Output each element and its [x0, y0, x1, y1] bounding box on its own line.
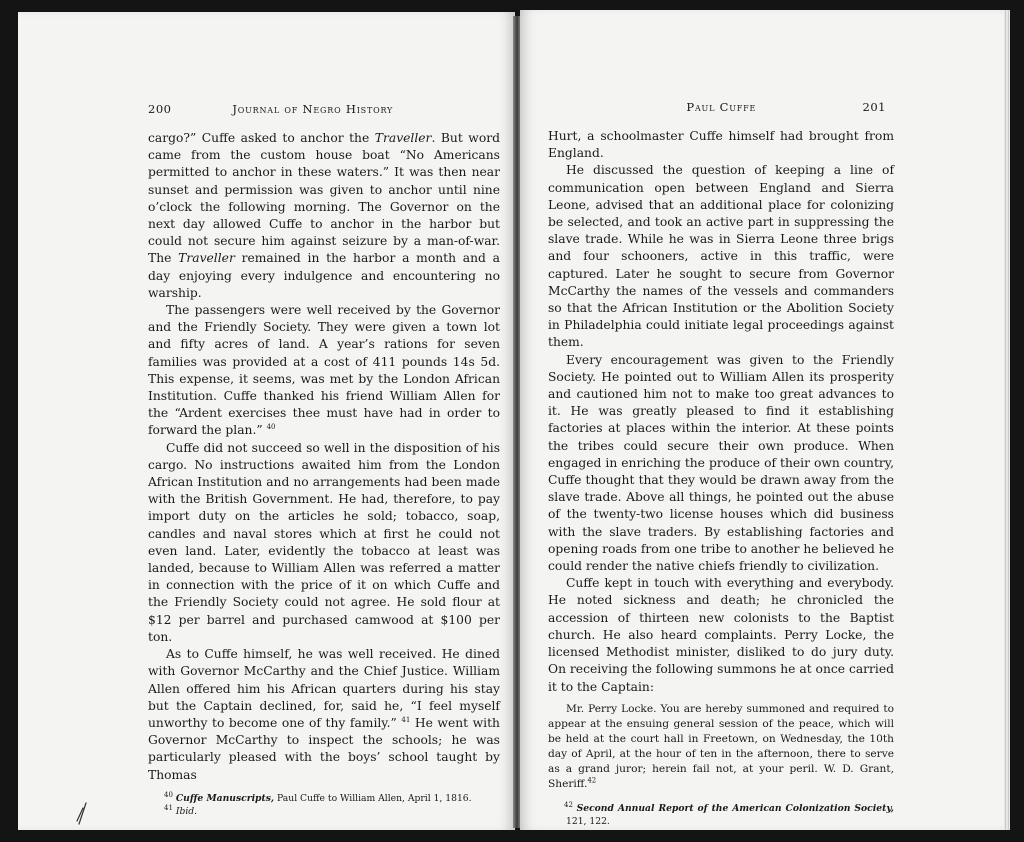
- right-page: [520, 10, 1004, 830]
- footnote-ref-40: 40: [266, 423, 276, 432]
- left-paragraph-2: The passengers were well received by the Governor and the Friendly Society. They were given a town lot and fifty acres of land. A year’s rations for seven families was provided at a cost of 411 pounds 14s 5d. This expense, it seems, was met by the London African Institution. Cuffe thanked his friend William Allen for the “Ardent exercises thee must have had in order to forward the plan.” $^{40}$: [148, 303, 500, 438]
- right-paragraph-4: Cuffe kept in touch with everything and everybody. He noted sickness and death; he chronicled the accession of thirteen new colonists to the Baptist church. He also heard complaints. Perry Locke, the licensed Methodist minister, disliked to do jury duty. On receiving the following summons he at once carried it to the Captain:: [548, 576, 895, 694]
- left-body-text: [148, 130, 500, 818]
- left-page-number: 200: [148, 102, 172, 116]
- left-footnotes: [148, 792, 500, 818]
- right-paragraph-3: Every encouragement was given to the Friendly Society. He pointed out to William Allen its prosperity and cautioned him not to make too great advances to it. He was greatly pleased to find it establishing factories at places within the interior. At these points the tribes could secure their own produce. When engaged in enriching the produce of their own country, Cuffe thought that they would be drawn away from the slave trade. Above all things, he pointed out the abuse of the twenty-two license houses which did business with the slave traders. By establishing factories and opening roads from one tribe to another he believed he could render the native chiefs friendly to civilization.: [548, 352, 894, 574]
- footnote-ref-42: 42: [587, 776, 597, 785]
- right-running-title: Paul Cuffe: [686, 100, 757, 114]
- footnote-ref-41: 41: [401, 715, 411, 724]
- right-page-number: 201: [862, 100, 886, 114]
- left-paragraph-1: cargo?” Cuffe asked to anchor the Traveller. But word came from the custom house boat “No Americans permitted to anchor in these waters.” It was then near sunset and permission was given to anchor until nine o’clock the following morning. The Governor on the next day allowed Cuffe to anchor in the harbor but could not secure him against seizure by a man-of-war. The Traveller remained in the harbor a month and a day enjoying every indulgence and encountering no warship.: [148, 131, 501, 300]
- right-footnotes: [548, 802, 894, 828]
- footnote-42: $^{42}$ Second Annual Report of the American Colonization Society, 121, 122.: [564, 801, 895, 828]
- right-running-head: [560, 100, 886, 114]
- left-running-head: [148, 102, 474, 116]
- right-body-text: [548, 128, 894, 828]
- left-page: [18, 12, 515, 830]
- footnote-40: $^{40}$ Cuffe Manuscripts, Paul Cuffe to William Allen, April 1, 1816.: [164, 790, 472, 804]
- left-running-title: Journal of Negro History: [232, 102, 394, 116]
- summons-quote: Mr. Perry Locke. You are hereby summoned and required to appear at the ensuing general session of the peace, which will be held at the court hall in Freetown, on Wednesday, the 10th day of April, at the hour of ten in the afternoon, there to serve as a grand juror; herein fail not, at your peril. W. D. Grant, Sheriff.$^{42}$: [548, 702, 894, 790]
- left-paragraph-3: Cuffe did not succeed so well in the disposition of his cargo. No instructions awaited him from the London African Institution and no arrangements had been made with the British Government. He had, therefore, to pay import duty on the articles he sold; tobacco, soap, candles and naval stores which at first he could not even land. Later, evidently the tobacco at least was landed, because to William Allen was referred a matter in connection with the price of it on which Cuffe and the Friendly Society could not agree. He sold flour at $12 per barrel and purchased camwood at $100 per ton.: [148, 440, 500, 644]
- left-paragraph-4: As to Cuffe himself, he was well received. He dined with Governor McCarthy and the Chief Justice. William Allen offered him his African quarters during his stay but the Captain declined, for, said he, “I feel myself unworthy to become one of thy family.” $^{41}$ He went with Governor McCarthy to inspect the schools; he was particularly pleased with the boys’ school taught by Thomas: [148, 647, 500, 782]
- right-paragraph-1: Hurt, a schoolmaster Cuffe himself had brought from England.: [548, 129, 894, 161]
- right-paragraph-2: He discussed the question of keeping a line of communication open between England and Sierra Leone, advised that an additional place for colonizing be selected, and took an active part in suppressing the slave trade. While he was in Sierra Leone three brigs and four schooners, active in this traffic, were captured. Later he sought to secure from Governor McCarthy the names of the vessels and commanders so that the African Institution or the Abolition Society in Philadelphia could initiate legal proceedings against them.: [548, 163, 894, 350]
- footnote-41: $^{41}$ Ibid.: [164, 803, 198, 817]
- pencil-mark-icon: [74, 802, 90, 826]
